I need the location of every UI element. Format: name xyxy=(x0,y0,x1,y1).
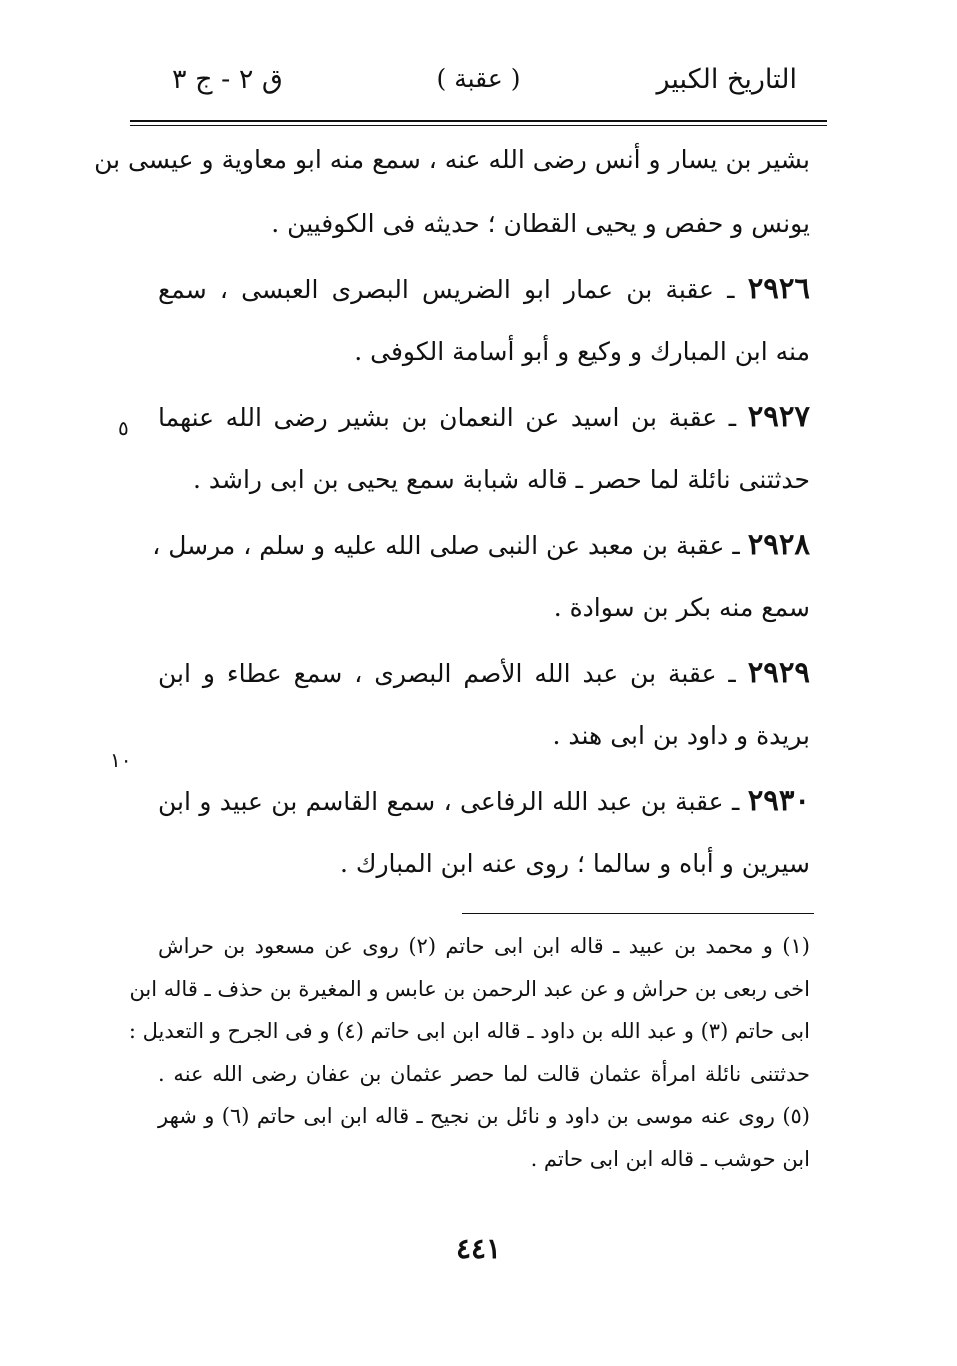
footnote-line: اخى ربعى بن حراش و عن عبد الرحمن بن عابس و المغيرة بن حذف ـ قاله ابن xyxy=(129,976,810,1001)
page-number: ٤٤١ xyxy=(455,1232,502,1265)
entry-number: ٢٩٣٠ xyxy=(747,783,810,817)
entry-number: ٢٩٢٨ xyxy=(747,527,810,561)
text-line: سيرين و أباه و سالما ؛ روى عنه ابن المبارك . xyxy=(339,849,810,878)
header-rule-thick xyxy=(130,120,827,122)
text-line: بريدة و داود بن ابى هند . xyxy=(552,721,810,750)
text-line: سمع منه بكر بن سوادة . xyxy=(553,593,810,622)
text-line: حدثتنى نائلة لما حصر ـ قاله شبابة سمع يحيى بن ابى راشد . xyxy=(193,465,810,494)
section-title: ( عقبة ) xyxy=(436,64,521,93)
footnote-line: ابى حاتم (٣) و عبد الله بن داود ـ قاله ابن ابى حاتم (٤) و فى الجرح و التعديل : xyxy=(128,1019,810,1043)
book-title: التاريخ الكبير xyxy=(656,64,797,95)
text-line: بشير بن يسار و أنس رضى الله عنه ، سمع منه ابو معاوية و عيسى بن xyxy=(94,145,810,174)
entry-number: ٢٩٢٩ xyxy=(747,655,810,689)
entry-line: ٢٩٢٧ ـ عقبة بن اسيد عن النعمان بن بشير رضى الله عنهما xyxy=(158,399,810,433)
footnote-line: (٥) روى عنه موسى بن داود و نائل بن نجيح ـ قاله ابن ابى حاتم (٦) و شهر xyxy=(158,1104,810,1128)
header-rule-thin xyxy=(130,125,827,126)
margin-line-number: ٥ xyxy=(118,416,129,440)
footnote-line: (١) و محمد بن عبيد ـ قاله ابن ابى حاتم (٢) روى عن مسعود بن حراش xyxy=(158,934,810,958)
footnotes xyxy=(128,932,810,1187)
volume-label: ق ٢ - ج ٣ xyxy=(172,64,283,95)
footnote-rule xyxy=(462,913,814,914)
entry-number: ٢٩٢٧ xyxy=(747,399,810,433)
entry-line: ٢٩٣٠ ـ عقبة بن عبد الله الرفاعى ، سمع القاسم بن عبيد و ابن xyxy=(158,783,810,817)
entry-line: ٢٩٢٨ ـ عقبة بن معبد عن النبى صلى الله عليه و سلم ، مرسل ، xyxy=(152,527,810,561)
running-header xyxy=(160,64,797,108)
entry-number: ٢٩٢٦ xyxy=(747,271,810,305)
margin-line-number: ١٠ xyxy=(110,748,132,772)
text-line: يونس و حفص و يحيى القطان ؛ حديثه فى الكوفيين . xyxy=(271,209,810,238)
text-line: منه ابن المبارك و وكيع و أبو أسامة الكوفى . xyxy=(354,337,810,366)
entry-line: ٢٩٢٩ ـ عقبة بن عبد الله الأصم البصرى ، سمع عطاء و ابن xyxy=(158,655,810,689)
footnote-line: حدثتنى نائلة امرأة عثمان قالت لما حصر عثمان بن عفان رضى الله عنه . xyxy=(158,1061,810,1086)
entry-line: ٢٩٢٦ ـ عقبة بن عمار ابو الضريس البصرى العبسى ، سمع xyxy=(158,271,810,305)
footnote-line: ابن حوشب ـ قاله ابن ابى حاتم . xyxy=(530,1146,810,1171)
